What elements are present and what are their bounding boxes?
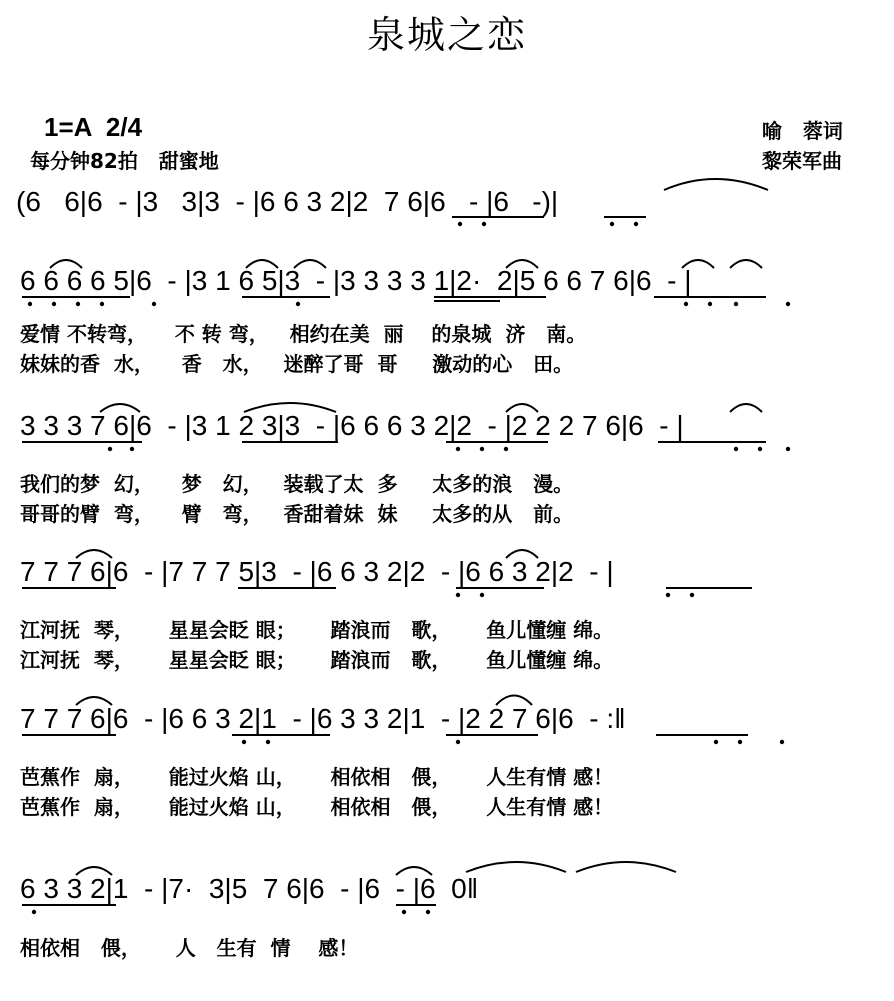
slur-4a: [76, 697, 112, 705]
tempo-mood: 每分钟82拍 甜蜜地: [30, 149, 219, 173]
tie-intro: [664, 179, 768, 190]
score-line-5: 6 3 3 2|1 - |7· 3|5 7 6|6 - |6 - |6 0‖: [20, 873, 479, 904]
slur-1d: [506, 260, 538, 268]
lyric-line-4b: 芭蕉作 扇， 能过火焰 山， 相依相 偎， 人生有情 感！: [20, 795, 614, 819]
score-line-2: 3 3 3 7 6|6 - |3 1 2 3|3 - |6 6 6 3 2|2 - |2 2 2 7 6|6 - |: [20, 410, 684, 441]
slur-4b: [496, 696, 532, 706]
slur-2c: [506, 404, 538, 412]
tie-5a: [466, 862, 566, 872]
slur-1e: [682, 260, 714, 268]
slur-2b: [244, 403, 336, 412]
slur-5b: [396, 867, 432, 875]
score-line-1: 6 6 6 6 5|6 - |3 1 6 5|3 - |3 3 3 3 1|2· 2|5 6 6 7 6|6 - |: [20, 265, 692, 296]
slur-2d: [730, 404, 762, 412]
slur-1b: [246, 260, 278, 268]
score-line-4: 7 7 7 6|6 - |6 6 3 2|1 - |6 3 3 2|1 - |2 2 7 6|6 - :‖: [20, 703, 626, 734]
slur-1c: [294, 260, 326, 268]
score-line-intro: (6 6|6 - |3 3|3 - |6 6 3 2|2 7 6|6 - |6 -)|: [16, 186, 559, 217]
score-line-3: 7 7 7 6|6 - |7 7 7 5|3 - |6 6 3 2|2 - |6 6 3 2|2 - |: [20, 556, 614, 587]
song-title: 泉城之恋: [366, 13, 527, 57]
lyric-line-3a: 江河抚 琴， 星星会眨 眼； 踏浪而 歌， 鱼儿懂缠 绵。: [20, 618, 614, 642]
lyric-line-4a: 芭蕉作 扇， 能过火焰 山， 相依相 偎， 人生有情 感！: [20, 765, 614, 789]
slur-2a: [100, 404, 140, 412]
slur-5a: [76, 867, 112, 875]
lyric-line-3b: 江河抚 琴， 星星会眨 眼； 踏浪而 歌， 鱼儿懂缠 绵。: [20, 648, 614, 672]
lyric-line-2a: 我们的梦 幻， 梦 幻， 装载了太 多 太多的浪 漫。: [20, 472, 574, 496]
composer-credit: 黎荣军曲: [762, 149, 842, 173]
lyric-line-1a: 爱情 不转弯， 不 转 弯， 相约在美 丽 的泉城 济 南。: [20, 322, 587, 346]
lyric-line-1b: 妹妹的香 水， 香 水， 迷醉了哥 哥 激动的心 田。: [20, 352, 574, 376]
slur-3b: [506, 550, 538, 558]
lyric-line-5a: 相依相 偎， 人 生有 情 感！: [20, 936, 359, 960]
lyricist-credit: 喻 蓉词: [762, 119, 843, 143]
slur-3a: [76, 550, 112, 558]
lyric-line-2b: 哥哥的臂 弯， 臂 弯， 香甜着妹 妹 太多的从 前。: [20, 502, 574, 526]
tie-5b: [576, 862, 676, 872]
slur-1a: [50, 260, 82, 268]
key-meter: 1=A 2/4: [44, 112, 143, 142]
slur-1f: [730, 260, 762, 268]
